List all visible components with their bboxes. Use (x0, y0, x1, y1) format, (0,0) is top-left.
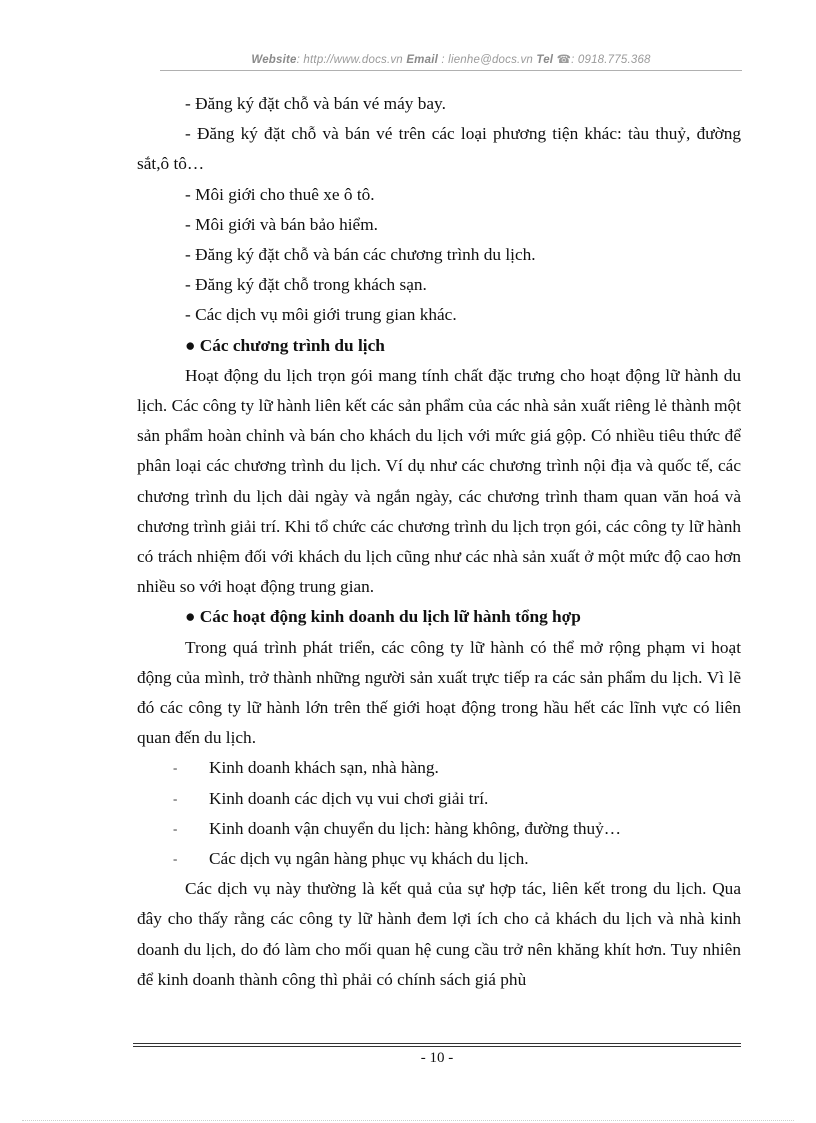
paragraph: Trong quá trình phát triển, các công ty lữ hành có thể mở rộng phạm vi hoạt động của mình, trở thành những người sản xuất trực tiếp ra các sản phẩm du lịch. Vì lẽ đó các công ty lữ hành lớn trên thế giới hoạt động trong hầu hết các lĩnh vực có liên quan đến du lịch. (137, 637, 741, 748)
list-item (137, 753, 741, 783)
list-item: - Các dịch vụ môi giới trung gian khác. (185, 305, 457, 325)
list-item: - Đăng ký đặt chỗ và bán vé máy bay. (185, 94, 446, 113)
list-item: - Đăng ký đặt chỗ trong khách sạn. (185, 275, 427, 295)
list-item: - Đăng ký đặt chỗ và bán các chương trình du lịch. (185, 245, 536, 265)
list-marker: - (173, 790, 178, 806)
list-item (137, 814, 741, 844)
list-item-text: Kinh doanh vận chuyển du lịch: hàng không, đường thuỷ… (209, 818, 622, 838)
list-item (137, 784, 741, 814)
list-item-text: Các dịch vụ ngân hàng phục vụ khách du lịch. (209, 849, 529, 869)
list-marker: - (173, 820, 178, 836)
footer-divider (133, 1046, 741, 1047)
website-value: : http://www.docs.vn (296, 54, 407, 66)
list-item (137, 844, 741, 874)
website-label: Website (251, 54, 297, 66)
page-number: - 10 - (420, 1050, 454, 1066)
email-value: : lienhe@docs.vn (438, 54, 537, 66)
paragraph: Hoạt động du lịch trọn gói mang tính chất đặc trưng cho hoạt động lữ hành du lịch. Các công ty lữ hành liên kết các sản phẩm của các nhà sản xuất riêng lẻ thành một sản phẩm hoàn chỉnh và bán cho khách du lịch với mức giá gộp. Có nhiều tiêu thức để phân loại các chương trình du lịch. Ví dụ như các chương trình nội địa và quốc tế, các chương trình du lịch dài ngày và ngắn ngày, các chương trình tham quan văn hoá và chương trình giải trí. Khi tổ chức các chương trình du lịch trọn gói, các công ty lữ hành có trách nhiệm đối với khách du lịch cũng như các nhà sản xuất ở một mức độ cao hơn nhiều so với hoạt động trung gian. (137, 365, 741, 597)
list-item: - Đăng ký đặt chỗ và bán vé trên các loại phương tiện khác: tàu thuỷ, đường sắt,ô tô… (137, 124, 741, 174)
document-body (137, 89, 741, 995)
page-header (160, 52, 742, 66)
list-marker: - (173, 851, 178, 867)
section-heading: ● Các hoạt động kinh doanh du lịch lữ hành tổng hợp (185, 607, 581, 627)
header-divider (160, 70, 742, 71)
list-item-text: Kinh doanh khách sạn, nhà hàng. (209, 758, 439, 778)
list-item-text: Kinh doanh các dịch vụ vui chơi giải trí. (209, 788, 489, 808)
page-edge-dotted-line (22, 1120, 794, 1121)
footer-divider (133, 1043, 741, 1044)
paragraph: Các dịch vụ này thường là kết quả của sự hợp tác, liên kết trong du lịch. Qua đây cho thấy rằng các công ty lữ hành đem lợi ích cho cả khách du lịch và nhà kinh doanh du lịch, do đó làm cho mối quan hệ cung cầu trở nên khăng khít hơn. Tuy nhiên để kinh doanh thành công thì phải có chính sách giá phù (137, 879, 741, 989)
list-marker: - (173, 760, 178, 776)
list-item: - Môi giới cho thuê xe ô tô. (185, 184, 375, 204)
section-heading: ● Các chương trình du lịch (185, 335, 385, 355)
tel-value: ☎: 0918.775.368 (553, 54, 651, 66)
tel-label: Tel (536, 54, 554, 66)
email-label: Email (406, 54, 438, 66)
list-item: - Môi giới và bán bảo hiểm. (185, 214, 378, 234)
